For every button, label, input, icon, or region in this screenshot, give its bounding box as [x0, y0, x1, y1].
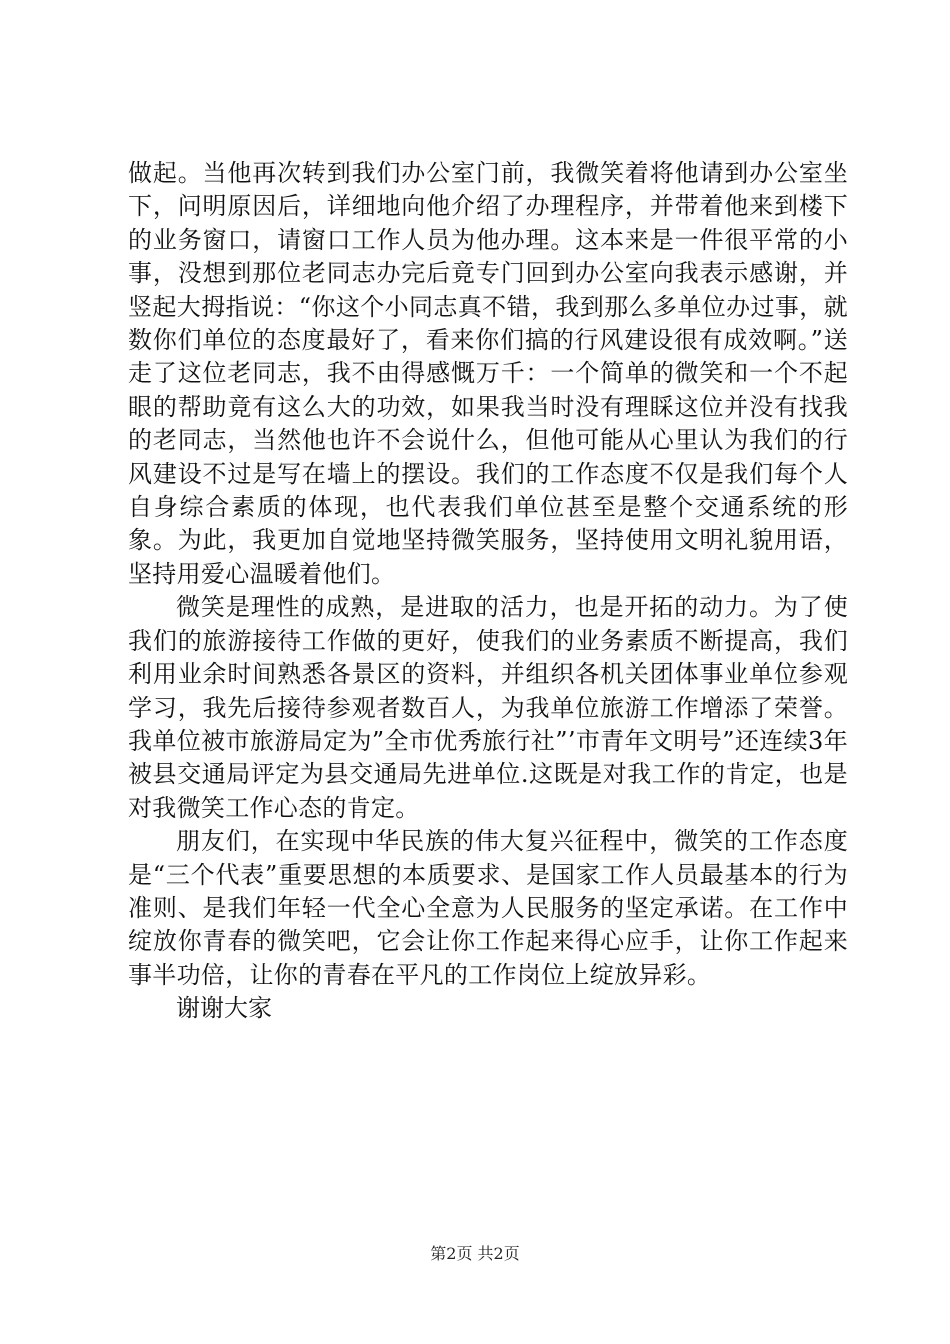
paragraph-friends: 朋友们，在实现中华民族的伟大复兴征程中，微笑的工作态度是“三个代表”重要思想的本质要求、是国家工作人员最基本的行为准则、是我们年轻一代全心全意为人民服务的坚定承诺。在工作中绽放你青春的微笑吧，它会让你工作起来得心应手，让你工作起来事半功倍，让你的青春在平凡的工作岗位上绽放异彩。 — [128, 827, 848, 989]
paragraph-continued: 做起。当他再次转到我们办公室门前，我微笑着将他请到办公室坐下，问明原因后，详细地向他介绍了办理程序，并带着他来到楼下的业务窗口，请窗口工作人员为他办理。这本来是一件很平常的小事，没想到那位老同志办完后竟专门回到办公室向我表示感谢，并竖起大拇指说：“你这个小同志真不错，我到那么多单位办过事，就数你们单位的态度最好了，看来你们搞的行风建设很有成效啊。”送走了这位老同志，我不由得感慨万千：一个简单的微笑和一个不起眼的帮助竟有这么大的功效，如果我当时没有理睬这位并没有找我的老同志，当然他也许不会说什么，但他可能从心里认为我们的行风建设不过是写在墙上的摆设。我们的工作态度不仅是我们每个人自身综合素质的体现，也代表我们单位甚至是整个交通系统的形象。为此，我更加自觉地坚持微笑服务，坚持使用文明礼貌用语，坚持用爱心温暖着他们。 — [128, 159, 848, 588]
document-body — [128, 157, 848, 1026]
closing-thanks: 谢谢大家 — [176, 994, 272, 1023]
paragraph-smile-maturity: 微笑是理性的成熟，是进取的活力，也是开拓的动力。为了使我们的旅游接待工作做的更好，使我们的业务素质不断提高，我们利用业余时间熟悉各景区的资料，并组织各机关团体事业单位参观学习，我先后接待参观者数百人，为我单位旅游工作增添了荣誉。我单位被市旅游局定为”全市优秀旅行社”’市青年文明号”还连续3年被县交通局评定为县交通局先进单位.这既是对我工作的肯定，也是对我微笑工作心态的肯定。 — [128, 593, 848, 822]
page-footer: 第2页 共2页 — [430, 1244, 520, 1263]
